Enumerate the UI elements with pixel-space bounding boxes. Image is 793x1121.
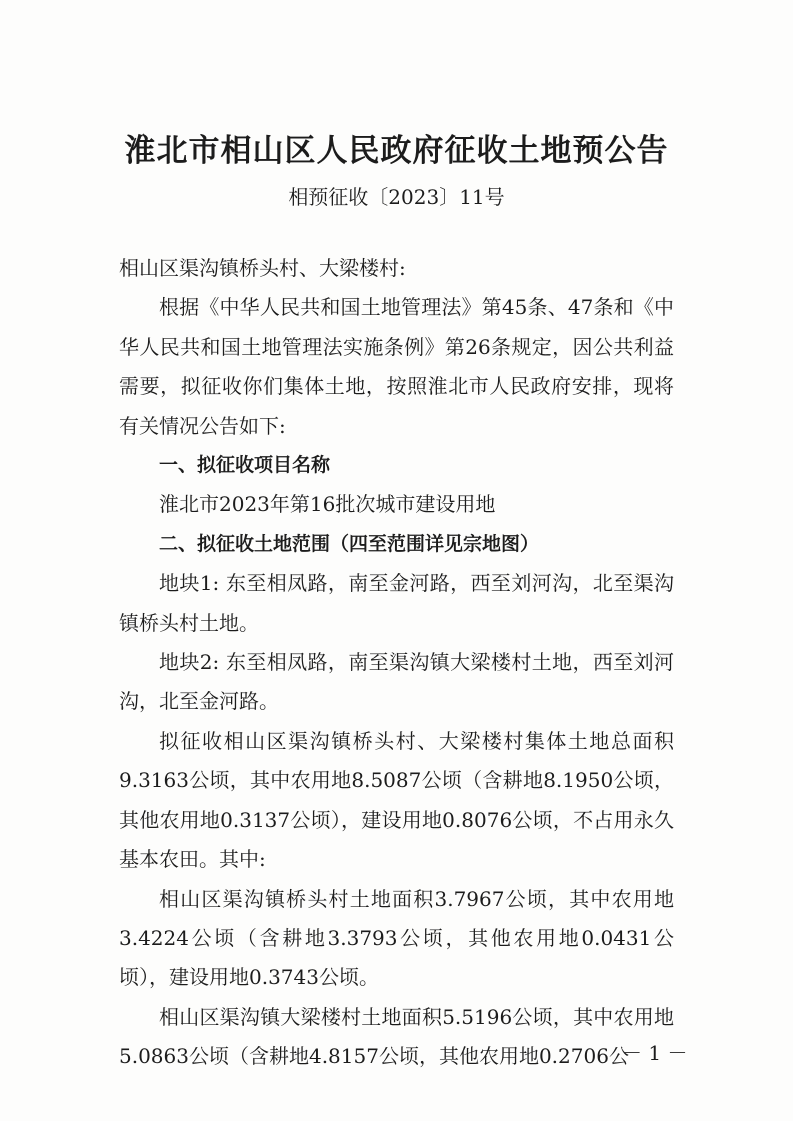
document-title: 淮北市相山区人民政府征收土地预公告 bbox=[124, 133, 669, 169]
paragraph-daliangl-village: 相山区渠沟镇大梁楼村土地面积5.5196公顷，其中农用地5.0863公顷（含耕地4.8157公顷，其他农用地0.2706公 bbox=[119, 1004, 674, 1069]
page-number: － 1 － bbox=[622, 1041, 688, 1065]
paragraph-parcel-2: 地块2: 东至相凤路，南至渠沟镇大梁楼村土地，西至刘河沟，北至金河路。 bbox=[119, 650, 674, 714]
section-heading-project-name: 一、拟征收项目名称 bbox=[159, 454, 331, 477]
section-heading-land-scope: 二、拟征收土地范围（四至范围详见宗地图） bbox=[159, 532, 540, 555]
document-body bbox=[119, 249, 674, 1077]
paragraph-project-name: 淮北市2023年第16批次城市建设用地 bbox=[159, 492, 496, 517]
addressee: 相山区渠沟镇桥头村、大梁楼村: bbox=[119, 256, 406, 280]
paragraph-total-area: 拟征收相山区渠沟镇桥头村、大梁楼村集体土地总面积9.3163公顷，其中农用地8.5087公顷（含耕地8.1950公顷，其他农用地0.3137公顷），建设用地0.8076公顷，不占用永久基本农田。其中: bbox=[119, 728, 674, 872]
paragraph-parcel-1: 地块1: 东至相凤路，南至金河路，西至刘河沟，北至渠沟镇桥头村土地。 bbox=[119, 571, 674, 635]
paragraph-legal-basis: 根据《中华人民共和国土地管理法》第45条、47条和《中华人民共和国土地管理法实施条例》第26条规定，因公共利益需要，拟征收你们集体土地，按照淮北市人民政府安排，现将有关情况公告如下: bbox=[119, 295, 674, 438]
paragraph-qiaotou-village: 相山区渠沟镇桥头村土地面积3.7967公顷，其中农用地3.4224公顷（含耕地3.3793公顷，其他农用地0.0431公顷），建设用地0.3743公顷。 bbox=[119, 886, 674, 990]
document-number: 相预征收〔2023〕11号 bbox=[288, 185, 505, 209]
